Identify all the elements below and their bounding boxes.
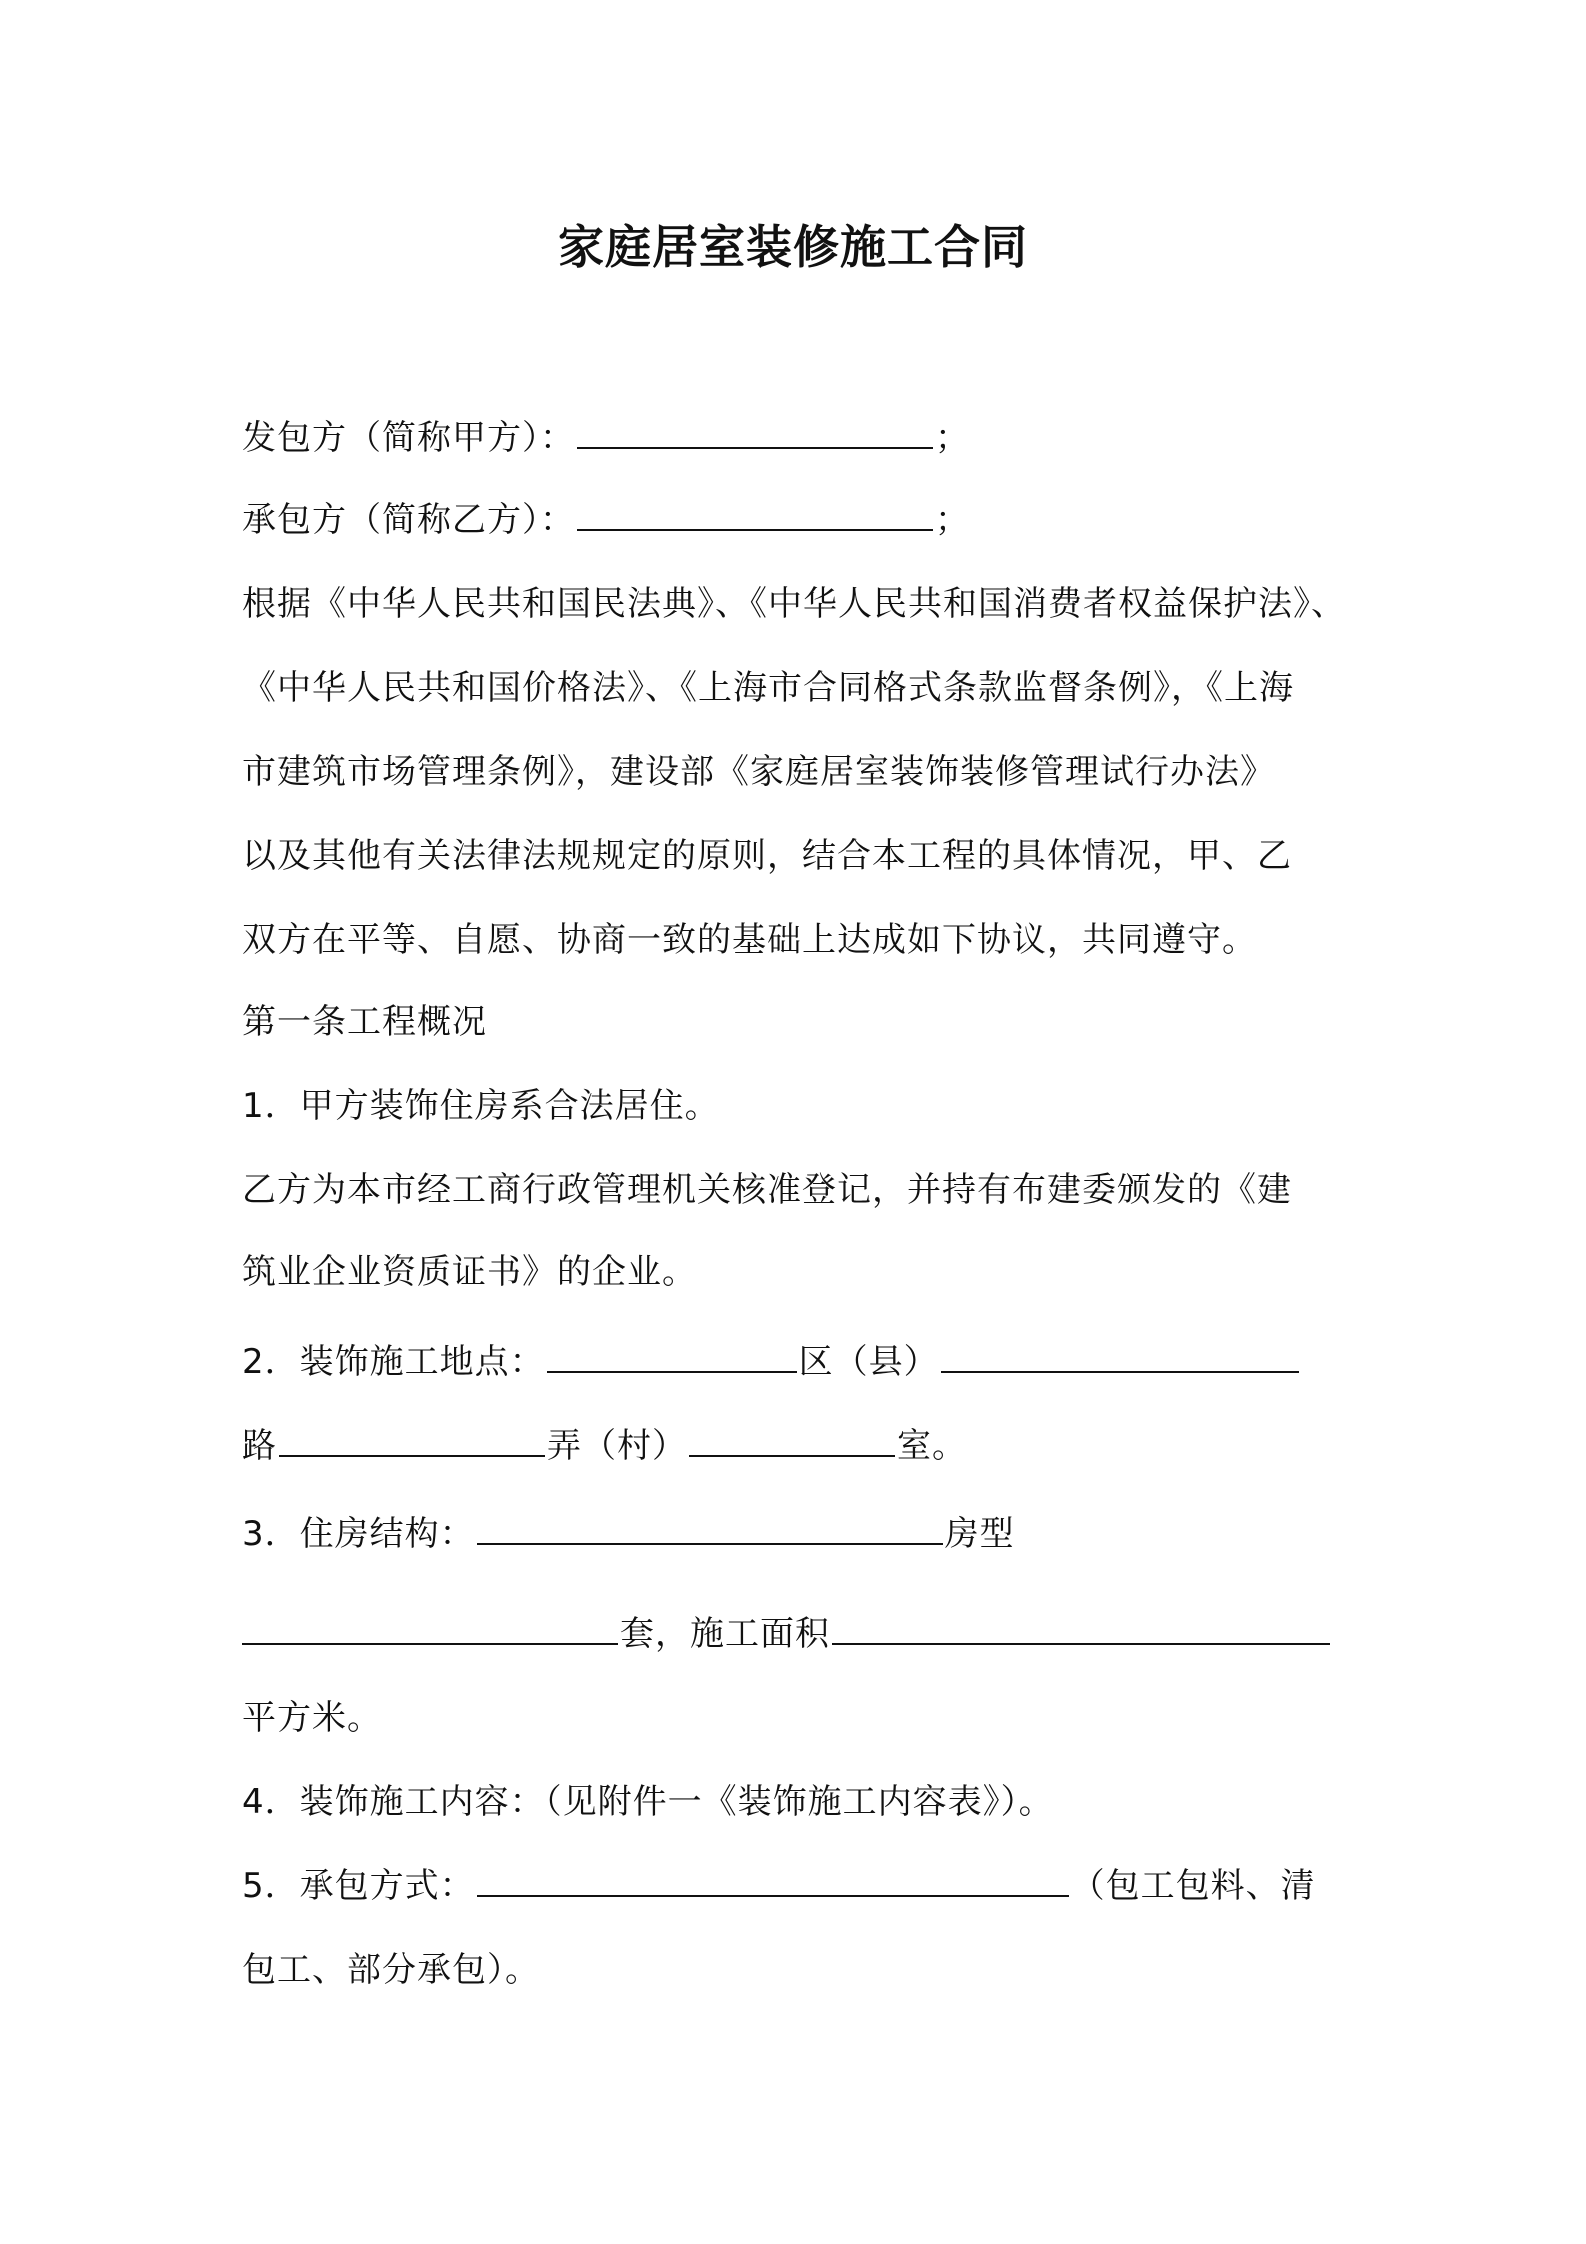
structure-label: 3．住房结构： (242, 1514, 475, 1554)
room-label: 室。 (897, 1426, 967, 1466)
house-type-blank[interactable] (242, 1609, 618, 1645)
party-b-line (242, 492, 970, 548)
district-label: 区（县） (798, 1342, 939, 1382)
preamble-line-2: 《中华人民共和国价格法》、《上海市合同格式条款监督条例》，《上海 (242, 668, 1294, 708)
lane-blank[interactable] (689, 1421, 895, 1457)
clause-3-line-3: 平方米。 (242, 1698, 382, 1738)
party-b-end: ； (935, 500, 970, 540)
area-blank[interactable] (832, 1609, 1330, 1645)
party-a-label: 发包方（简称甲方）： (242, 418, 575, 458)
clause-5-line-1 (242, 1858, 1316, 1914)
district-blank[interactable] (547, 1337, 797, 1373)
clause-2-line-2 (242, 1418, 967, 1474)
preamble-line-5: 双方在平等、自愿、协商一致的基础上达成如下协议，共同遵守。 (242, 920, 1257, 960)
house-type-label: 房型 (944, 1514, 1015, 1554)
district-after-blank[interactable] (941, 1337, 1299, 1373)
party-a-blank[interactable] (577, 413, 933, 449)
clause-3-line-1 (242, 1506, 1015, 1562)
party-a-line (242, 410, 970, 466)
clause-5-line-2: 包工、部分承包）。 (242, 1950, 540, 1990)
party-b-label: 承包方（简称乙方）： (242, 500, 575, 540)
clause-1-line-2: 乙方为本市经工商行政管理机关核准登记，并持有布建委颁发的《建 (242, 1170, 1292, 1210)
party-b-blank[interactable] (577, 495, 933, 531)
document-title: 家庭居室装修施工合同 (558, 220, 1028, 274)
clause-2-line-1 (242, 1334, 1301, 1390)
contract-mode-blank[interactable] (477, 1861, 1069, 1897)
lane-label: 弄（村） (547, 1426, 687, 1466)
road-blank[interactable] (279, 1421, 545, 1457)
location-label: 2．装饰施工地点： (242, 1342, 545, 1382)
area-label: 套，施工面积 (620, 1614, 830, 1654)
clause-3-line-2 (242, 1606, 1332, 1662)
preamble-line-4: 以及其他有关法律法规规定的原则，结合本工程的具体情况，甲、乙 (242, 836, 1292, 876)
party-a-end: ； (935, 418, 970, 458)
preamble-line-1: 根据《中华人民共和国民法典》、《中华人民共和国消费者权益保护法》、 (242, 584, 1346, 624)
clause-1: 1．甲方装饰住房系合法居住。 (242, 1086, 720, 1126)
clause-4: 4．装饰施工内容：（见附件一《装饰施工内容表》）。 (242, 1782, 1054, 1822)
clause-1-line-3: 筑业企业资质证书》的企业。 (242, 1252, 697, 1292)
preamble-line-3: 市建筑市场管理条例》，建设部《家庭居室装饰装修管理试行办法》 (242, 752, 1275, 792)
contract-mode-label: 5．承包方式： (242, 1866, 475, 1906)
road-label: 路 (242, 1426, 277, 1466)
contract-mode-options: （包工包料、清 (1070, 1866, 1316, 1906)
structure-blank[interactable] (477, 1509, 943, 1545)
article-1-heading: 第一条工程概况 (242, 1002, 487, 1042)
